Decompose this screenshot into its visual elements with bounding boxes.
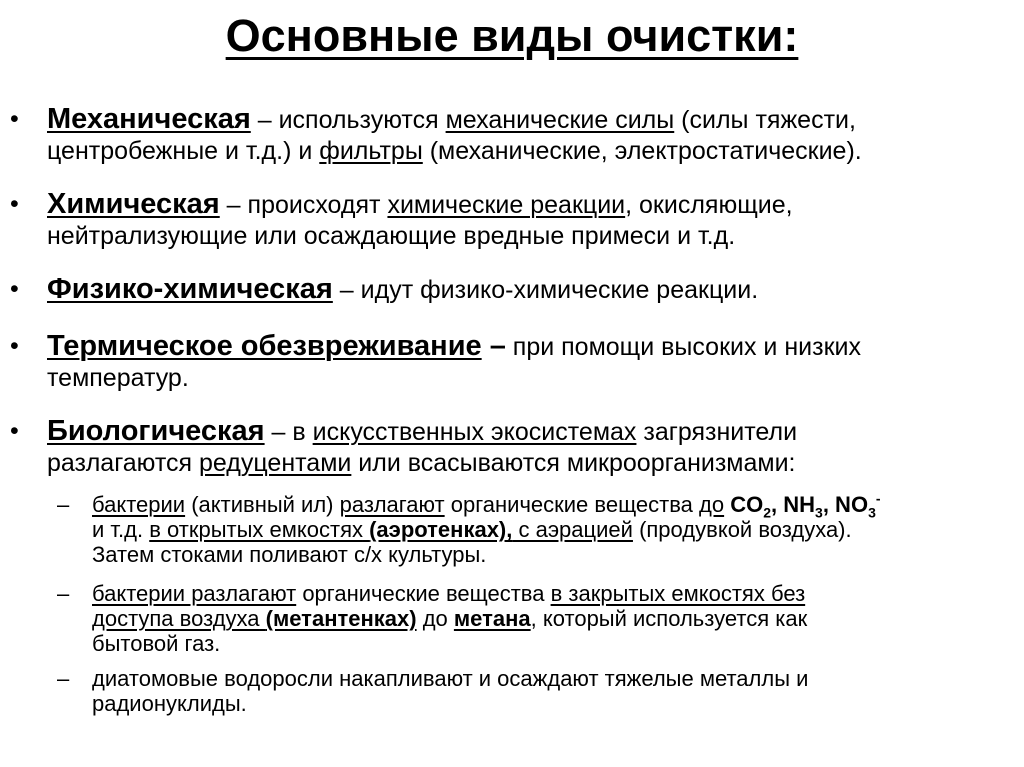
bullet: •	[10, 275, 19, 303]
item-lead: Биологическая	[47, 415, 265, 447]
list-item-mechanical: • Механическая – используются механические силы (силы тяжести, центробежные и т.д.) и фильтры (механические, электростатические).	[10, 103, 862, 165]
dash-marker: –	[57, 581, 70, 606]
list-item-biological: • Биологическая – в искусственных экосистемах загрязнители разлагаются редуцентами или всасываются микроорганизмами:	[10, 415, 798, 477]
item-lead: Химическая	[47, 188, 220, 220]
sub-item-methanetank: – бактерии разлагают органические вещества в закрытых емкостях без доступа воздуха (метантенках) до метана, который используется как бытовой газ.	[57, 581, 808, 656]
bullet: •	[10, 332, 19, 360]
sub-item-aerotank: – бактерии (активный ил) разлагают органические вещества до $CO_2$, $NH_3$, $NO_3^-$ и т.д. в открытых емкостях (аэротенках), с аэрацией (продувкой воздуха). Затем стоками поливают с/х культуры.	[57, 490, 881, 567]
sub-item-diatoms: – диатомовые водоросли накапливают и осаждают тяжелые металлы и радионуклиды.	[57, 666, 809, 716]
item-lead: Термическое обезвреживание	[47, 330, 482, 362]
item-lead: Механическая	[47, 103, 251, 135]
bullet: •	[10, 417, 19, 445]
bullet: •	[10, 105, 19, 133]
dash-marker: –	[57, 492, 70, 517]
bullet: •	[10, 190, 19, 218]
formula: $CO_2$, $NH_3$, $NO_3^-$	[730, 490, 881, 521]
list-item-physico-chemical: • Физико-химическая – идут физико-химические реакции.	[10, 273, 759, 305]
item-lead: Физико-химическая	[47, 273, 333, 305]
list-item-thermal: • Термическое обезвреживание – при помощи высоких и низких температур.	[10, 330, 861, 392]
list-item-chemical: • Химическая – происходят химические реакции, окисляющие, нейтрализующие или осаждающие вредные примеси и т.д.	[10, 188, 793, 250]
page-title: Основные виды очистки:	[225, 10, 799, 61]
dash-marker: –	[57, 666, 70, 691]
